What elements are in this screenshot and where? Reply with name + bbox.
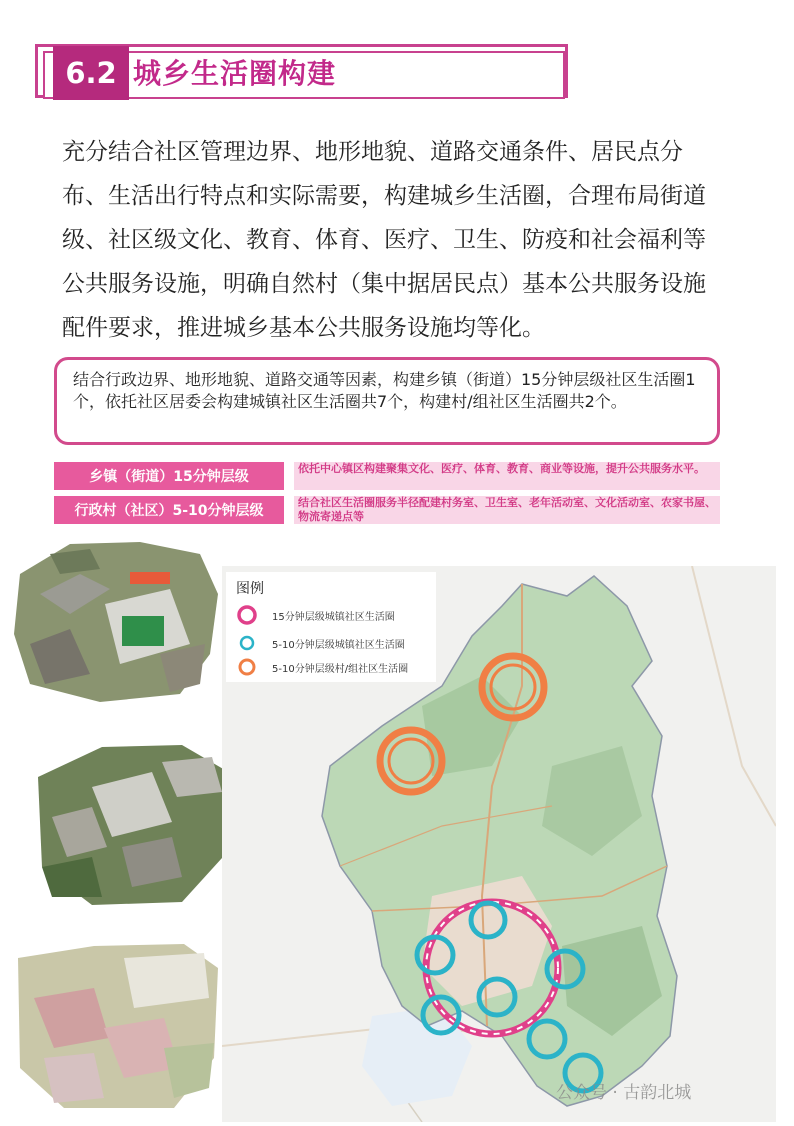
legend-label: 15分钟层级城镇社区生活圈 [272,611,395,623]
level-tag: 乡镇（街道）15分钟层级 [54,462,284,490]
section-title: 城乡生活圈构建 [133,57,337,90]
aerial-photo-village [32,737,240,907]
circle-cyan-5 [418,992,464,1038]
intro-paragraph: 充分结合社区管理边界、地形地貌、道路交通条件、居民点分布、生活出行特点和实际需要，构建城乡生活圈，合理布局街道级、社区级文化、教育、体育、医疗、卫生、防疫和社会福利等公共服务设施，明确自然村（集中据居民点）基本公共服务设施配件要求，推进城乡基本公共服务设施均等化。 [62,139,706,341]
section-header [35,44,568,102]
legend-label: 5-10分钟层级村/组社区生活圈 [272,663,409,675]
circle-cyan-2 [412,932,458,978]
circle-orange-1 [374,724,448,798]
circle-orange-2 [476,650,550,724]
aerial-photo-town [14,938,220,1110]
orange-ring-icon [236,656,258,678]
cyan-ring-icon [236,632,258,654]
section-number: 6.2 [53,46,129,100]
legend-label: 5-10分钟层级城镇社区生活圈 [272,639,405,651]
level-tag: 行政村（社区）5-10分钟层级 [54,496,284,524]
circle-cyan-1 [466,898,510,942]
aerial-photo-school [10,534,222,704]
summary-box: 结合行政边界、地形地貌、道路交通等因素，构建乡镇（街道）15分钟层级社区生活圈1个，依托社区居委会构建城镇社区生活圈共7个，构建村/组社区生活圈共2个。 [54,357,720,445]
map-legend [226,572,436,682]
circle-cyan-3 [542,946,588,992]
level-desc: 结合社区生活圈服务半径配建村务室、卫生室、老年活动室、文化活动室、农家书屋、物流寄递点等 [294,496,720,524]
level-desc: 依托中心镇区构建聚集文化、医疗、体育、教育、商业等设施，提升公共服务水平。 [294,462,720,490]
watermark-text: 公众号 · 古韵北城 [556,1083,692,1103]
watermark [556,1078,691,1103]
legend-item-15min [236,604,395,626]
legend-item-village [236,656,408,678]
legend-title: 图例 [236,581,264,597]
circle-cyan-4 [474,974,520,1020]
level-row-township [54,462,720,490]
legend-item-town [236,632,405,654]
pink-ring-icon [236,604,258,626]
level-row-village [54,496,720,524]
